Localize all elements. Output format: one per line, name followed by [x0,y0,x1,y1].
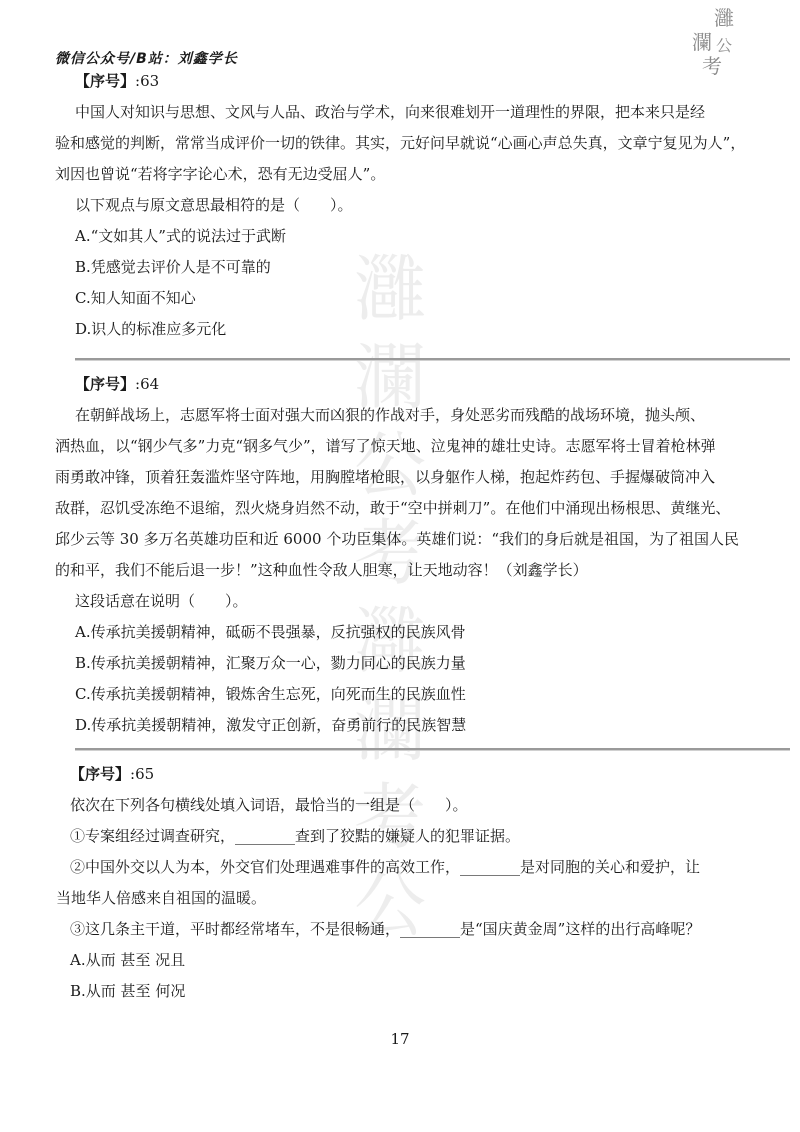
question-label: 【序号】 [70,765,131,783]
option-b[interactable]: B.从而 甚至 何况 [70,982,186,1000]
logo-char: 灉 [714,6,734,30]
option-a[interactable]: A.传承抗美援朝精神，砥砺不畏强暴，反抗强权的民族风骨 [75,623,466,641]
question-stem [56,790,750,945]
logo-char: 瀾 [692,30,712,54]
question-number: :65 [130,765,155,783]
question-number: :63 [135,72,160,90]
stem-line: ③这几条主干道，平时都经常堵车，不是很畅通，________是“国庆黄金周”这样的出行高峰呢？ [70,920,701,938]
watermark-char: 考 [353,511,426,595]
watermark-char: 灉 [353,599,426,683]
option-a[interactable]: A.“文如其人”式的说法过于武断 [75,227,286,245]
stem-line: 的和平，我们不能后退一步！”这种血性令敌人胆寒，让天地动容！（刘鑫学长） [55,561,588,579]
question-prompt: 这段话意在说明（ ）。 [75,592,248,610]
section-divider [75,748,790,751]
question-label-line [75,369,755,400]
logo-char: 考 [702,54,722,78]
question-label-line [75,66,755,97]
stem-line: 中国人对知识与思想、文风与人品、政治与学术，向来很难划开一道理性的界限，把本来只是经 [75,103,706,121]
stem-line: ①专案组经过调查研究，________查到了狡黠的嫌疑人的犯罪证据。 [70,827,521,845]
stem-line: 依次在下列各句横线处填入词语，最恰当的一组是（ ）。 [70,796,468,814]
option-b[interactable]: B.凭感觉去评价人是不可靠的 [75,258,271,276]
option-a[interactable]: A.从而 甚至 况且 [70,951,186,969]
stem-line: 邱少云等 30 多万名英雄功臣和近 6000 个功臣集体。英雄们说：“我们的身后就是祖国，为了祖国人民 [55,530,740,548]
stem-line: 当地华人倍感来自祖国的温暖。 [56,889,267,907]
option-b[interactable]: B.传承抗美援朝精神，汇聚万众一心，勠力同心的民族力量 [75,654,466,672]
question-number: :64 [135,375,160,393]
page-number: 17 [390,1030,410,1048]
question-stem [55,97,755,190]
stem-line: 雨勇敢冲锋，顶着狂轰滥炸坚守阵地，用胸膛堵枪眼，以身躯作人梯，抱起炸药包、手握爆破筒冲入 [55,468,716,486]
option-c[interactable]: C.传承抗美援朝精神，锻炼舍生忘死，向死而生的民族血性 [75,685,466,703]
stem-line: 刘因也曾说“若将字字论心术，恐有无边受屈人”。 [55,165,386,183]
logo-char: 公 [716,36,733,55]
watermark-char: 瀾 [353,687,426,771]
question-63 [55,66,755,345]
stem-line: 洒热血，以“钢少气多”力克“钢多气少”，谱写了惊天地、泣鬼神的雄壮史诗。志愿军将士冒着枪林弹 [55,437,716,455]
question-label: 【序号】 [75,72,136,90]
stem-line: 验和感觉的判断，常常当成评价一切的铁律。其实，元好问早就说“心画心声总失真，文章宁复见为人”， [55,134,746,152]
watermark-char: 公 [353,423,426,507]
question-64 [55,369,755,741]
option-d[interactable]: D.识人的标准应多元化 [75,320,227,338]
watermark-char: 考 [353,775,426,859]
option-c[interactable]: C.知人知面不知心 [75,289,196,307]
question-65 [56,759,750,1007]
watermark-char: 瀾 [353,335,426,419]
stem-line: ②中国外交以人为本，外交官们处理遇难事件的高效工作，________是对同胞的关心和爱护，让 [70,858,701,876]
header-text: 微信公众号/B站：刘鑫学长 [55,51,238,67]
stem-line: 在朝鲜战场上，志愿军将士面对强大而凶狠的作战对手，身处恶劣而残酷的战场环境，抛头颅、 [75,406,706,424]
question-stem [55,400,755,586]
option-d[interactable]: D.传承抗美援朝精神，激发守正创新，奋勇前行的民族智慧 [75,716,467,734]
stem-line: 敌群，忍饥受冻绝不退缩，烈火烧身岿然不动，敢于“空中拼刺刀”。在他们中涌现出杨根思、黄继光、 [55,499,731,517]
question-label: 【序号】 [75,375,136,393]
section-divider [75,358,790,361]
question-label-line [70,759,750,790]
watermark-char: 灉 [353,247,426,331]
watermark-char: 公 [353,863,426,947]
question-prompt: 以下观点与原文意思最相符的是（ ）。 [75,196,353,214]
